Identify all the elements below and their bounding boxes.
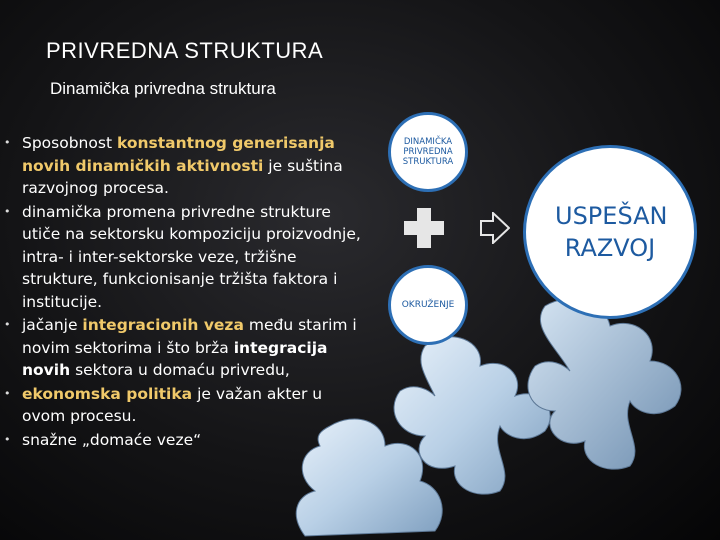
circle-environment-label: OKRUŽENJE: [401, 300, 455, 310]
bullet-marker: •: [4, 318, 11, 331]
circle-environment: [388, 265, 468, 345]
bullet-item: • jačanje integracionih veza među starim i novim sektorima i što brža integracija novih sektora u domaću privredu,: [4, 316, 357, 379]
puzzle-piece-2: [528, 299, 681, 469]
bullet-marker: •: [4, 136, 11, 149]
slide-subtitle: Dinamička privredna struktura: [50, 79, 276, 98]
bullet-item: • Sposobnost konstantnog generisanja novih dinamičkih aktivnosti je suština razvojnog procesa.: [4, 134, 343, 197]
bullet-marker: •: [4, 432, 11, 446]
bullet-item: • ekonomska politika je važan akter u ovom procesu.: [4, 384, 323, 425]
circle-successful-development: [523, 145, 697, 319]
circle-result-label: USPEŠAN RAZVOJ: [555, 202, 668, 262]
plus-icon: [404, 208, 444, 248]
bullet-marker: •: [4, 204, 11, 218]
circle-dynamic-structure: [388, 112, 468, 192]
bullet-marker: •: [4, 386, 11, 400]
slide-title: PRIVREDNA STRUKTURA: [46, 38, 324, 63]
bullet-list: [4, 132, 364, 452]
arrow-right-icon: [480, 212, 510, 244]
circle-dynamic-structure-label: DINAMIČKA PRIVREDNA STRUKTURA: [402, 137, 454, 167]
bullet-item: • dinamička promena privredne strukture utiče na sektorsku kompoziciju proizvodnje, intra- i inter-sektorske veze, tržišne strukture, funkcionisanje tržišta faktora i institucije.: [4, 202, 361, 311]
bullet-item: • snažne „domaće veze“: [4, 429, 364, 452]
